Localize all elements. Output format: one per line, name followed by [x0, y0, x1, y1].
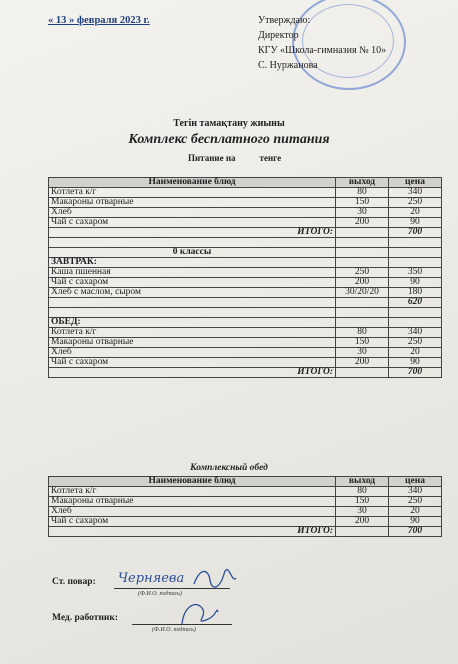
table-row: Чай с сахаром 200 90	[49, 358, 442, 368]
table-row: Хлеб 30 20	[49, 208, 442, 218]
total-row: ИТОГО: 700	[49, 228, 442, 238]
complex-title: Комплексный обед	[190, 463, 268, 473]
table-row: Макароны отварные 150 250	[49, 497, 442, 507]
cook-handwriting: Черняева	[118, 571, 185, 586]
medic-signature-mark	[176, 598, 220, 630]
document-date: « 13 » февраля 2023 г.	[48, 15, 150, 26]
breakfast-label: ЗАВТРАК:	[49, 258, 336, 268]
table-row: Котлета к/г 80 340	[49, 328, 442, 338]
medic-label: Мед. работник:	[52, 613, 119, 623]
table-row: Хлеб 30 20	[49, 507, 442, 517]
page-title: Комплекс бесплатного питания	[128, 132, 330, 147]
approve-line-1: Утверждаю:	[258, 15, 311, 26]
table-row: Котлета к/г 80 340	[49, 487, 442, 497]
menu-table: Наименование блюд выход цена Котлета к/г 80 340 Макароны отварные 150 250 Хлеб 30 20 Чай с сахаром 200 90 ИТОГО: 700 0 классы ЗАВТРАК: Каша пшенная 250 350 Чай с сахаром 200 90 Хлеб с маслом, сыром 30/20/20 180 620 ОБЕД: Котлета к/г 80 340 Макароны отварные 150 250 Хлеб 30 20 Чай с сахаром 200 90 ИТОГО: 700	[48, 177, 442, 378]
table-row: Хлеб с маслом, сыром 30/20/20 180	[49, 288, 442, 298]
complex-table: Наименование блюд выход цена Котлета к/г 80 340 Макароны отварные 150 250 Хлеб 30 20 Чай с сахаром 200 90 ИТОГО: 700	[48, 476, 442, 537]
food-on-line: Питание на тенге	[188, 153, 282, 163]
table-row: Хлеб 30 20	[49, 348, 442, 358]
class-label: 0 классы	[49, 248, 336, 258]
table-row: Макароны отварные 150 250	[49, 338, 442, 348]
approve-line-2: Директор	[258, 30, 299, 41]
table-row: Макароны отварные 150 250	[49, 198, 442, 208]
cook-label: Ст. повар:	[52, 577, 96, 587]
table-row: Чай с сахаром 200 90	[49, 278, 442, 288]
total-row: ИТОГО: 700	[49, 527, 442, 537]
table-row: Чай с сахаром 200 90	[49, 517, 442, 527]
approve-line-4: С. Нуржанова	[258, 60, 318, 71]
table-row: Чай с сахаром 200 90	[49, 218, 442, 228]
total-row: ИТОГО: 700	[49, 368, 442, 378]
medic-note: (Ф.И.О. подпись)	[152, 627, 196, 633]
lunch-label: ОБЕД:	[49, 318, 336, 328]
table-row: Каша пшенная 250 350	[49, 268, 442, 278]
total-row: 620	[49, 298, 442, 308]
table-row: Котлета к/г 80 340	[49, 188, 442, 198]
cook-note: (Ф.И.О. подпись)	[138, 591, 182, 597]
kazakh-title: Тегін тамақтану жиыны	[173, 118, 285, 129]
approve-line-3: КГУ «Школа-гимназия № 10»	[258, 45, 387, 56]
cook-signature-mark	[190, 566, 238, 592]
